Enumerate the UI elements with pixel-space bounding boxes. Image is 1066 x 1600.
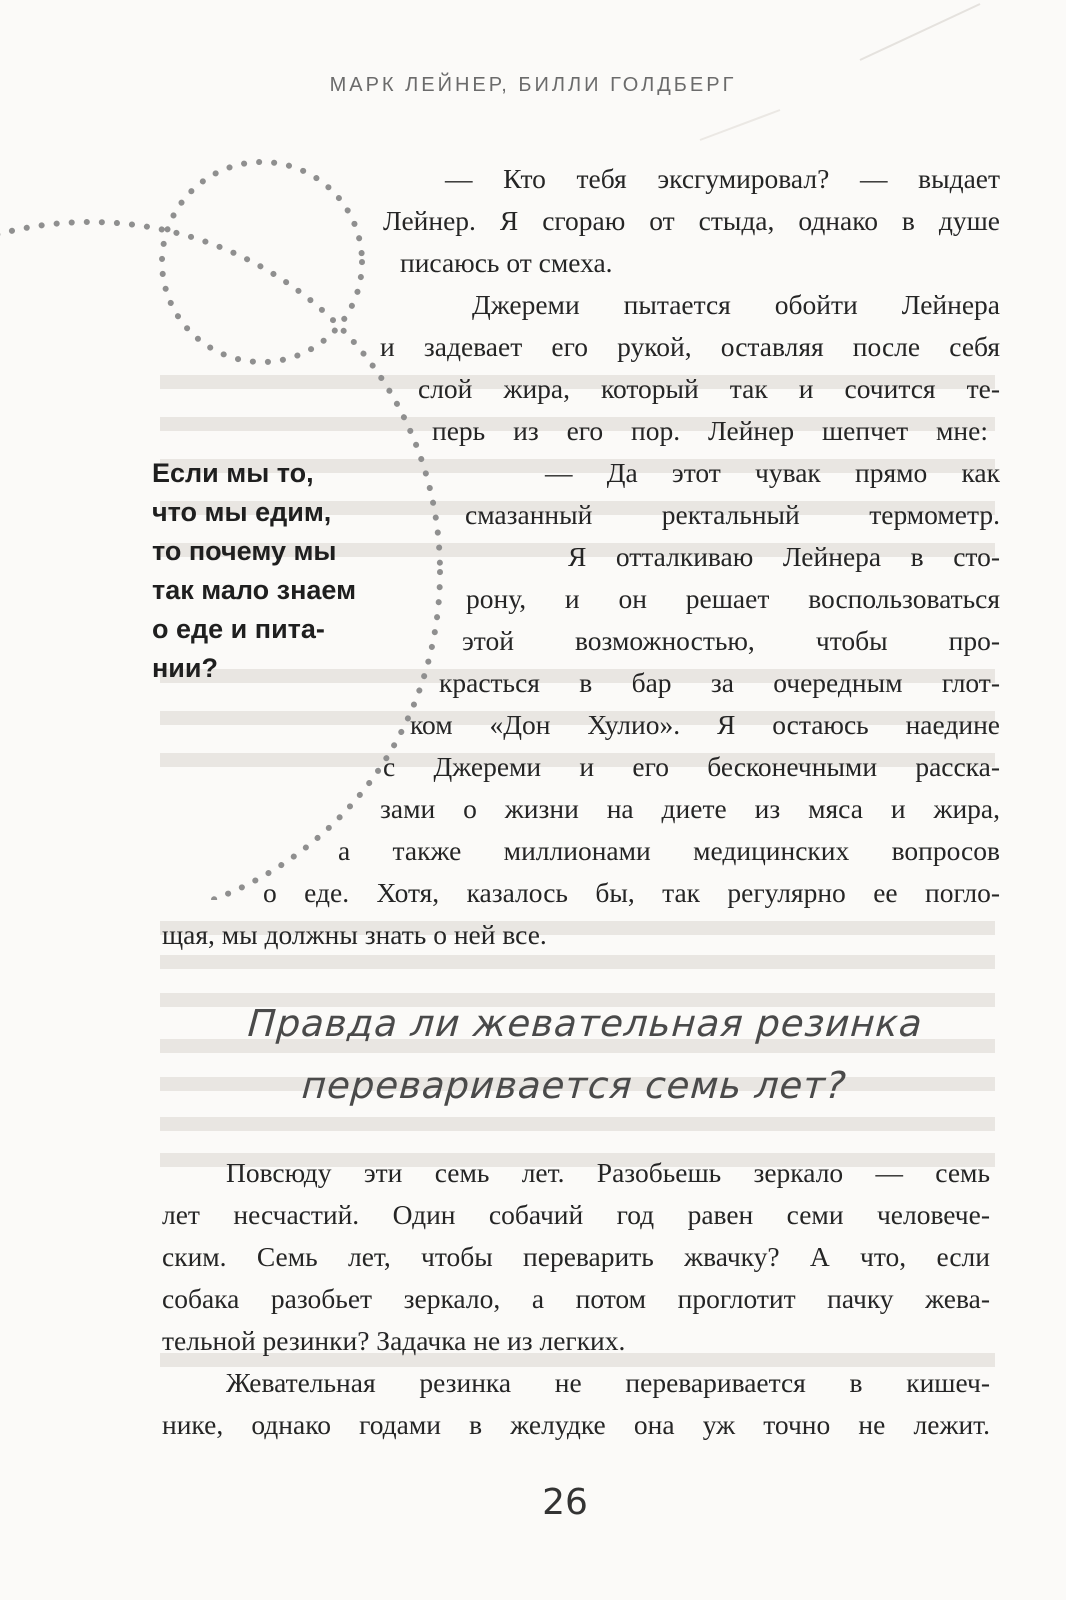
pull-quote-line: Если мы то, bbox=[152, 458, 314, 488]
text-line: а также миллионами медицинских вопросов bbox=[338, 835, 1000, 866]
text-line: слой жира, который так и сочится те- bbox=[418, 373, 1000, 404]
pull-quote-line: что мы едим, bbox=[152, 497, 332, 527]
text-line: этой возможностью, чтобы про- bbox=[462, 625, 1000, 656]
text-line: нике, однако годами в желудке она уж точно не лежит. bbox=[162, 1409, 990, 1440]
text-line: — Кто тебя эксгумировал? — выдает bbox=[445, 163, 1000, 194]
pull-quote-line: то почему мы bbox=[152, 536, 337, 566]
text-line: зами о жизни на диете из мяса и жира, bbox=[380, 793, 1000, 824]
subheading-line: переваривается семь лет? bbox=[300, 1064, 849, 1107]
text-line: тельной резинки? Задачка не из легких. bbox=[162, 1325, 626, 1356]
text-line: о еде. Хотя, казалось бы, так регулярно ее погло- bbox=[263, 877, 1000, 908]
pull-quote bbox=[152, 454, 412, 688]
text-line: писаюсь от смеха. bbox=[400, 247, 613, 278]
text-line: лет несчастий. Один собачий год равен семи человече- bbox=[162, 1199, 990, 1230]
text-line: ским. Семь лет, чтобы переварить жвачку? А что, если bbox=[162, 1241, 990, 1272]
subheading-line: Правда ли жевательная резинка bbox=[246, 1002, 925, 1045]
text-line: Повсюду эти семь лет. Разобьешь зеркало — семь bbox=[226, 1157, 990, 1188]
running-header: МАРК ЛЕЙНЕР, БИЛЛИ ГОЛДБЕРГ bbox=[329, 74, 737, 96]
text-line: перь из его пор. Лейнер шепчет мне: bbox=[432, 415, 988, 446]
text-line: смазанный ректальный термометр. bbox=[465, 499, 1000, 530]
text-line: красться в бар за очередным глот- bbox=[439, 667, 1000, 698]
page-number: 26 bbox=[542, 1482, 588, 1523]
text-line: ком «Дон Хулио». Я остаюсь наедине bbox=[410, 709, 1000, 740]
text-line: собака разобьет зеркало, а потом проглотит пачку жева- bbox=[162, 1283, 990, 1314]
text-line: рону, и он решает воспользоваться bbox=[466, 583, 1000, 614]
text-line: с Джереми и его бесконечными расска- bbox=[383, 751, 1000, 782]
text-line: щая, мы должны знать о ней все. bbox=[162, 919, 547, 950]
text-line: Лейнер. Я сгораю от стыда, однако в душе bbox=[383, 205, 1000, 236]
text-line: и задевает его рукой, оставляя после себя bbox=[380, 331, 1000, 362]
text-line: Я отталкиваю Лейнера в сто- bbox=[568, 541, 1000, 572]
text-line: Жевательная резинка не переваривается в кишеч- bbox=[226, 1367, 990, 1398]
pull-quote-line: нии? bbox=[152, 653, 218, 683]
text-line: Джереми пытается обойти Лейнера bbox=[472, 289, 1000, 320]
text-line: — Да этот чувак прямо как bbox=[545, 457, 1000, 488]
pull-quote-line: так мало знаем bbox=[152, 575, 357, 605]
pull-quote-line: о еде и пита- bbox=[152, 614, 325, 644]
